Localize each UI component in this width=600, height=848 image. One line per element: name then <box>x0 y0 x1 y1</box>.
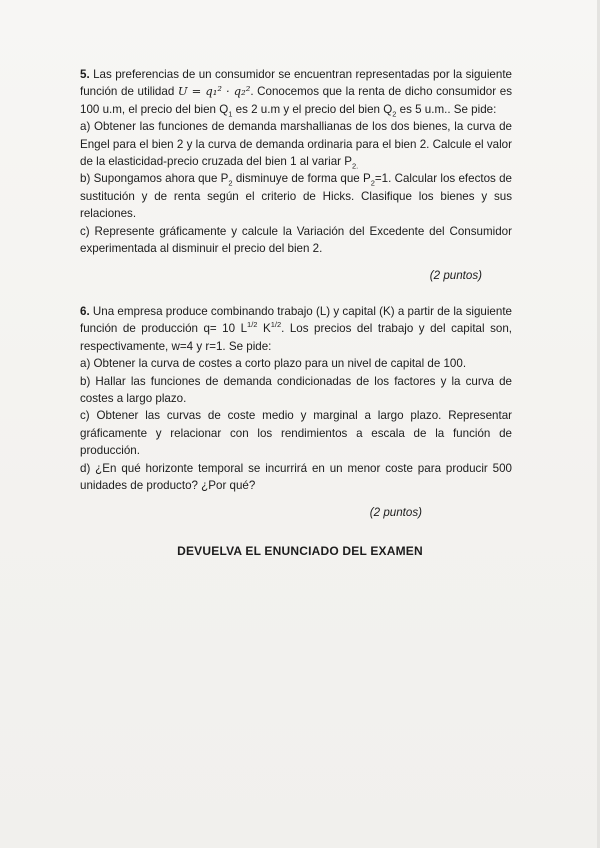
return-exam-notice: DEVUELVA EL ENUNCIADO DEL EXAMEN <box>177 544 423 558</box>
question-6-part-d: d) ¿En qué horizonte temporal se incurrirá en un menor coste para producir 500 unidades de producto? ¿Por qué? <box>80 461 512 492</box>
question-5-part-c: c) Represente gráficamente y calcule la Variación del Excedente del Consumidor experimentada al disminuir el precio del bien 2. <box>80 224 512 256</box>
utility-formula: U = q₁² · q₂² <box>177 84 251 99</box>
question-5: 5. Las preferencias de un consumidor se encuentran representadas por la siguiente función de utilidad U = q₁² · q₂². Conocemos que la renta de dicho consumidor es 100 u.m, el precio del bien $Q_1$ es 2 u.m y el precio del bien $Q_2$ es 5 u.m.. Se pide: a) Obtener las funciones de demanda marshallianas de los dos bienes, la curva de Engel para el bien 2 y la curva de demanda ordinaria para el bien 2. Calcule el valor de la elasticidad-precio cruzada del bien 1 al variar $P_{2.}$ b) Supongamos ahora que $P_2$ disminuye de forma que $P_2=1$. Calcular los efectos de sustitución y de renta según el criterio de Hicks. Clasifique los bienes y sus relaciones. c) Represente gráficamente y calcule la Variación del Excedente del Consumidor experimentada al disminuir el precio del bien 2. (2 puntos) <box>80 66 512 285</box>
question-6-part-a: a) Obtener la curva de costes a corto plazo para un nivel de capital de 100. <box>80 357 467 371</box>
question-6-points: (2 puntos) <box>369 506 422 520</box>
question-6: 6. Una empresa produce combinando trabajo (L) y capital (K) a partir de la siguiente función de producción q= 10 $L^{1/2}$ $K^{1/2}$. Los precios del trabajo y del capital son, respectivamente, w=4 y r=1. Se pide: a) Obtener la curva de costes a corto plazo para un nivel de capital de 100. b) Hallar las funciones de demanda condicionadas de los factores y la curva de costes a largo plazo. c) Obtener las curvas de coste medio y marginal a largo plazo. Representar gráficamente y relacionar con los rendimientos a escala de la función de producción. d) ¿En qué horizonte temporal se incurrirá en un menor coste para producir 500 unidades de producto? ¿Por qué? (2 puntos) <box>80 303 512 522</box>
question-5-number: 5. <box>80 68 90 81</box>
question-5-part-a: a) Obtener las funciones de demanda marshallianas de los dos bienes, la curva de Engel para el bien 2 y la curva de demanda ordinaria para el bien 2. Calcule el valor de la elasticidad-precio cruzada del bien 1 al variar $P_{2.}$ <box>80 120 512 171</box>
question-6-part-b: b) Hallar las funciones de demanda condicionadas de los factores y la curva de costes a largo plazo. <box>80 374 512 405</box>
question-5-part-b: b) Supongamos ahora que $P_2$ disminuye de forma que $P_2=1$. Calcular los efectos de sustitución y de renta según el criterio de Hicks. Clasifique los bienes y sus relaciones. <box>80 172 512 221</box>
question-6-part-c: c) Obtener las curvas de coste medio y marginal a largo plazo. Representar gráficamente y relacionar con los rendimientos a escala de la función de producción. <box>80 409 512 458</box>
question-5-points: (2 puntos) <box>429 269 482 283</box>
question-6-number: 6. <box>80 304 90 318</box>
exam-content <box>80 66 512 522</box>
